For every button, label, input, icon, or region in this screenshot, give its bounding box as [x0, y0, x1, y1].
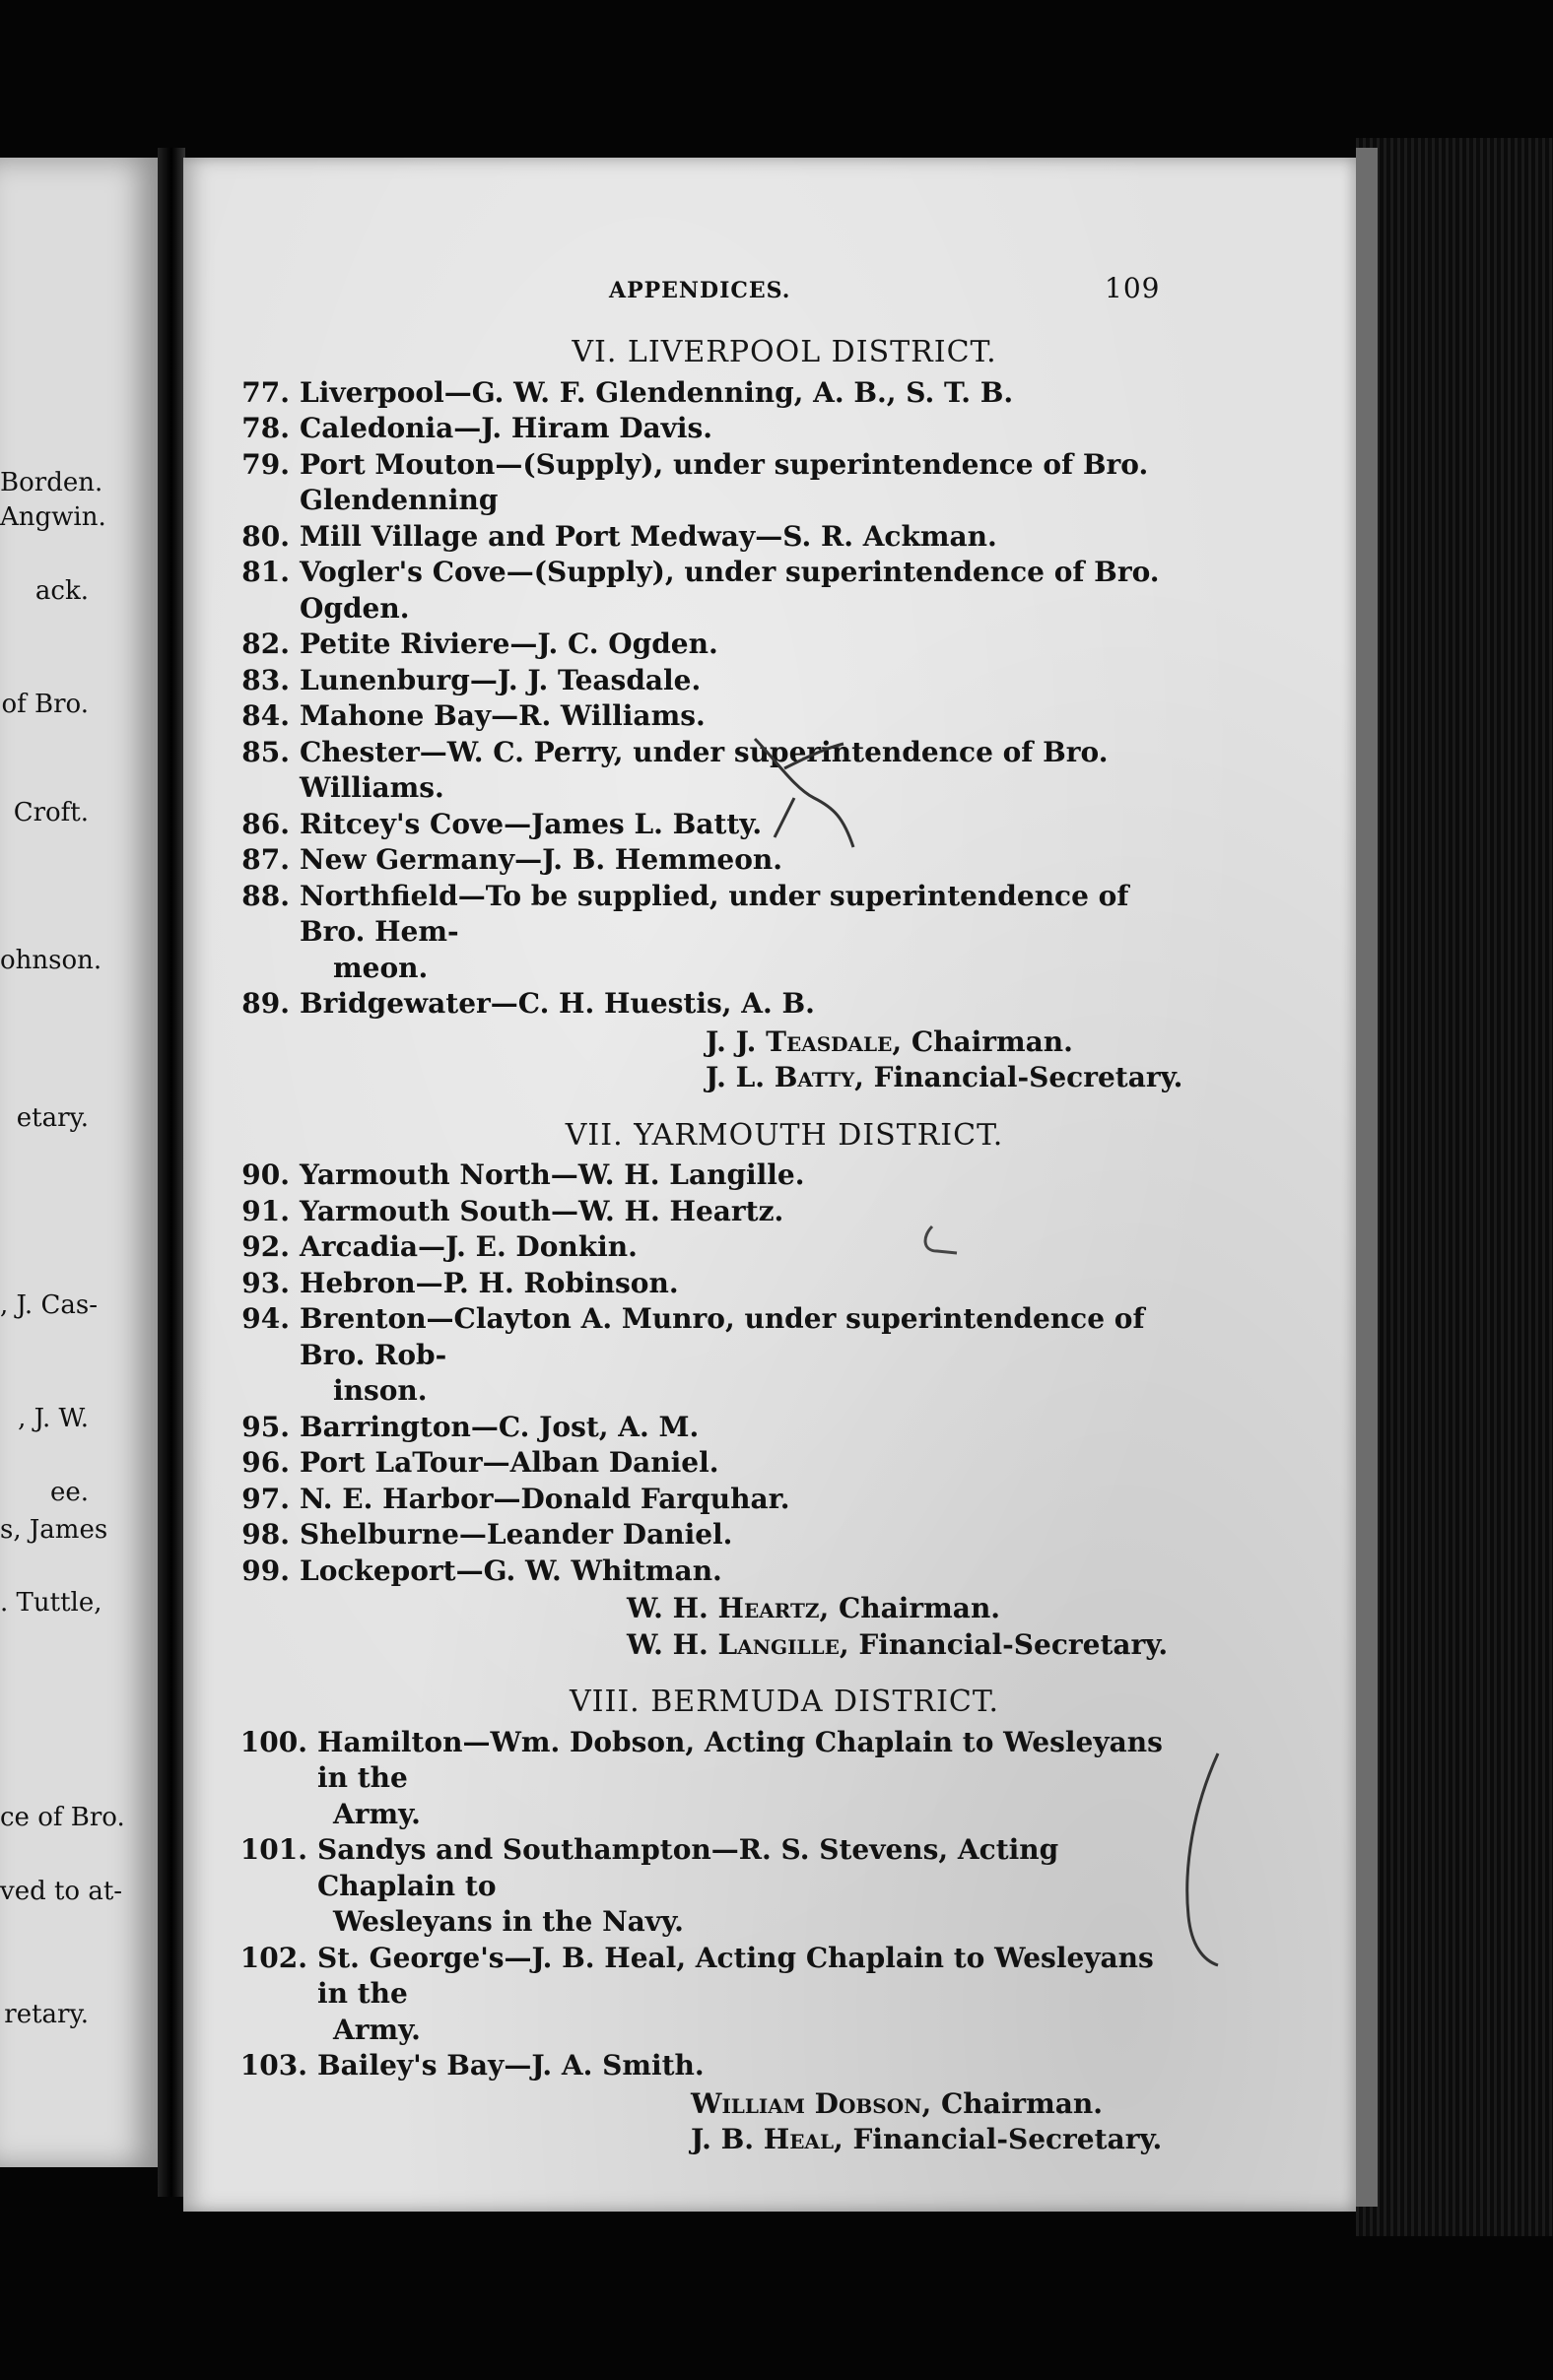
entry-number: 77.: [241, 375, 290, 409]
entry-text: Mill Village and Port Medway—S. R. Ackman.: [300, 519, 997, 553]
signatory-name: W. H. Langille,: [627, 1627, 849, 1661]
circuit-list: [233, 1157, 1336, 1589]
entry-number: 84.: [241, 699, 290, 732]
list-item: [233, 1517, 1336, 1554]
signatory-name: J. B. Heal,: [691, 2123, 844, 2155]
entry-text: Vogler's Cove—(Supply), under superintendence of Bro. Ogden.: [300, 556, 1160, 625]
entry-number: 93.: [241, 1266, 290, 1299]
entry-number: 92.: [241, 1230, 290, 1263]
entry-text: Chester—W. C. Perry, under superintendence of Bro. Williams.: [300, 735, 1109, 804]
left-page-fragment: . Tuttle,: [0, 1588, 102, 1618]
entry-number: 86.: [241, 807, 290, 840]
list-item: [233, 1410, 1336, 1446]
entry-text: Petite Riviere—J. C. Ogden.: [300, 628, 718, 660]
entry-text: Lockeport—G. W. Whitman.: [300, 1554, 722, 1587]
list-item: [233, 986, 1336, 1023]
list-item: [233, 627, 1336, 663]
entry-text: Hebron—P. H. Robinson.: [300, 1266, 679, 1299]
signature-block: [233, 1591, 1336, 1663]
left-page-fragment: ce of Bro.: [0, 1803, 125, 1832]
left-page-fragment: Croft.: [13, 798, 89, 827]
list-item: [233, 879, 1336, 987]
list-item: [233, 1832, 1336, 1941]
left-page-fragment: , J. W.: [18, 1404, 89, 1433]
entry-continuation: Wesleyans in the Navy.: [333, 1905, 684, 1938]
entry-text: Mahone Bay—R. Williams.: [300, 699, 706, 732]
entry-number: 87.: [241, 843, 290, 876]
entry-text: Caledonia—J. Hiram Davis.: [300, 412, 713, 444]
entry-text: [300, 1301, 1167, 1410]
entry-text: N. E. Harbor—Donald Farquhar.: [300, 1482, 790, 1515]
entry-text: [317, 1725, 1184, 1833]
entry-text: Lunenburg—J. J. Teasdale.: [300, 663, 702, 696]
entry-text: [300, 879, 1167, 987]
entry-number: 95.: [241, 1410, 290, 1443]
book-gutter: [158, 148, 185, 2197]
signatory-role: Chairman.: [911, 1025, 1073, 1058]
list-item: [233, 1194, 1336, 1230]
list-item: [233, 411, 1336, 447]
signatory-name: J. L. Batty,: [706, 1061, 864, 1093]
left-page-fragment: ack.: [34, 576, 89, 606]
entry-continuation: meon.: [333, 951, 429, 984]
entry-number: 101.: [239, 1833, 307, 1866]
entry-number: 85.: [241, 735, 290, 768]
signature-block: [233, 2086, 1336, 2158]
entry-number: 78.: [241, 412, 290, 444]
pencil-mark: [1174, 1749, 1233, 1975]
signatory-role: Chairman.: [839, 1592, 1001, 1624]
list-item: [233, 447, 1336, 519]
entry-text: Shelburne—Leander Daniel.: [300, 1518, 733, 1551]
district-liverpool: [233, 335, 1336, 1096]
entry-text-line: Hamilton—Wm. Dobson, Acting Chaplain to Wesleyans in the: [317, 1725, 1163, 1794]
left-page-fragment: ved to at-: [0, 1877, 123, 1906]
entry-text: New Germany—J. B. Hemmeon.: [300, 843, 782, 876]
entry-text: Port Mouton—(Supply), under superintendence of Bro. Glendenning: [300, 447, 1149, 516]
entry-number: 100.: [239, 1725, 307, 1758]
entry-number: 81.: [241, 556, 290, 588]
list-item: [233, 663, 1336, 699]
entry-number: 94.: [241, 1302, 290, 1335]
district-title: VI. LIVERPOOL DISTRICT.: [572, 335, 997, 369]
signature-chairman: [691, 2086, 1336, 2123]
signature-secretary: [627, 1627, 1336, 1664]
entry-text: [317, 1832, 1184, 1941]
signatory-name: William Dobson,: [691, 2086, 932, 2120]
entry-text: Barrington—C. Jost, A. M.: [300, 1410, 700, 1443]
list-item: [233, 1482, 1336, 1518]
list-item: [233, 1266, 1336, 1302]
signatory-name: W. H. Heartz,: [627, 1592, 830, 1624]
left-page-fragment: of Bro.: [1, 690, 89, 719]
signature-secretary: [706, 1060, 1336, 1096]
circuit-list: [233, 375, 1336, 1023]
left-page-fragment: etary.: [16, 1103, 89, 1133]
entry-number: 83.: [241, 663, 290, 696]
list-item: [233, 1445, 1336, 1482]
signatory-role: Financial-Secretary.: [852, 2123, 1163, 2155]
entry-number: 103.: [239, 2049, 307, 2082]
entry-text: Port LaTour—Alban Daniel.: [300, 1446, 719, 1479]
entry-number: 79.: [241, 447, 290, 481]
entry-number: 80.: [241, 519, 290, 553]
left-page-fragment: ee.: [49, 1478, 89, 1507]
left-page-fragment: Borden.: [0, 468, 103, 497]
signature-chairman: [706, 1025, 1336, 1061]
entry-number: 96.: [241, 1446, 290, 1479]
signature-chairman: [627, 1591, 1336, 1627]
page-number: 109: [1105, 272, 1161, 304]
list-item: [233, 1554, 1336, 1590]
entry-text: Arcadia—J. E. Donkin.: [300, 1230, 638, 1263]
entry-text-line: Sandys and Southampton—R. S. Stevens, Acting Chaplain to: [317, 1833, 1059, 1902]
district-title: VIII. BERMUDA DISTRICT.: [569, 1685, 1000, 1719]
book-edge: [1356, 138, 1553, 2236]
list-item: [233, 2048, 1336, 2084]
entry-text: Ritcey's Cove—James L. Batty.: [300, 807, 763, 840]
entry-text: Bridgewater—C. H. Huestis, A. B.: [300, 987, 815, 1020]
signatory-role: Financial-Secretary.: [873, 1061, 1183, 1093]
district-bermuda: [233, 1685, 1336, 2158]
pencil-mark: [735, 729, 873, 867]
circuit-list: [233, 1725, 1336, 2084]
running-title: APPENDICES.: [609, 278, 791, 303]
entry-text: Yarmouth North—W. H. Langille.: [300, 1158, 805, 1191]
left-page: [0, 158, 158, 2167]
entry-number: 98.: [241, 1518, 290, 1551]
signatory-role: Financial-Secretary.: [858, 1627, 1169, 1661]
entry-continuation: Army.: [333, 2013, 421, 2046]
entry-continuation: Army.: [333, 1797, 421, 1830]
list-item: [233, 1725, 1336, 1833]
left-page-fragment: Angwin.: [0, 502, 106, 532]
entry-text-line: Northfield—To be supplied, under superintendence of Bro. Hem-: [300, 879, 1129, 948]
signature-secretary: [691, 2122, 1336, 2158]
signature-block: [233, 1025, 1336, 1096]
list-item: [233, 1941, 1336, 2049]
entry-number: 102.: [239, 1941, 307, 1974]
list-item: [233, 375, 1336, 412]
entry-number: 82.: [241, 628, 290, 660]
list-item: [233, 1301, 1336, 1410]
list-item: [233, 555, 1336, 627]
left-page-fragment: retary.: [4, 2000, 89, 2029]
district-title: VII. YARMOUTH DISTRICT.: [565, 1117, 1004, 1153]
entry-number: 90.: [241, 1158, 290, 1191]
entry-text-line: St. George's—J. B. Heal, Acting Chaplain to Wesleyans in the: [317, 1941, 1154, 2010]
district-yarmouth: [233, 1118, 1336, 1664]
page-content: [233, 335, 1336, 2158]
entry-text: Liverpool—G. W. F. Glendenning, A. B., S. T. B.: [300, 375, 1014, 409]
entry-text-line: Brenton—Clayton A. Munro, under superintendence of Bro. Rob-: [300, 1302, 1145, 1371]
list-item: [233, 1229, 1336, 1266]
entry-text: [317, 1941, 1184, 2049]
list-item: [233, 519, 1336, 556]
entry-number: 89.: [241, 987, 290, 1020]
list-item: [233, 1157, 1336, 1194]
signatory-role: Chairman.: [940, 2086, 1103, 2120]
left-page-fragment: , J. Cas-: [0, 1290, 98, 1320]
entry-number: 91.: [241, 1194, 290, 1227]
entry-text: Bailey's Bay—J. A. Smith.: [317, 2049, 705, 2082]
right-page: [183, 158, 1356, 2212]
entry-number: 88.: [241, 879, 290, 912]
pencil-mark: [917, 1222, 977, 1261]
entry-number: 97.: [241, 1482, 290, 1515]
entry-text: Yarmouth South—W. H. Heartz.: [300, 1194, 784, 1227]
entry-number: 99.: [241, 1554, 290, 1587]
left-page-fragment: s, James: [0, 1515, 108, 1545]
signatory-name: J. J. Teasdale,: [706, 1025, 903, 1058]
entry-continuation: inson.: [333, 1374, 428, 1407]
left-page-fragment: ohnson.: [0, 946, 102, 975]
